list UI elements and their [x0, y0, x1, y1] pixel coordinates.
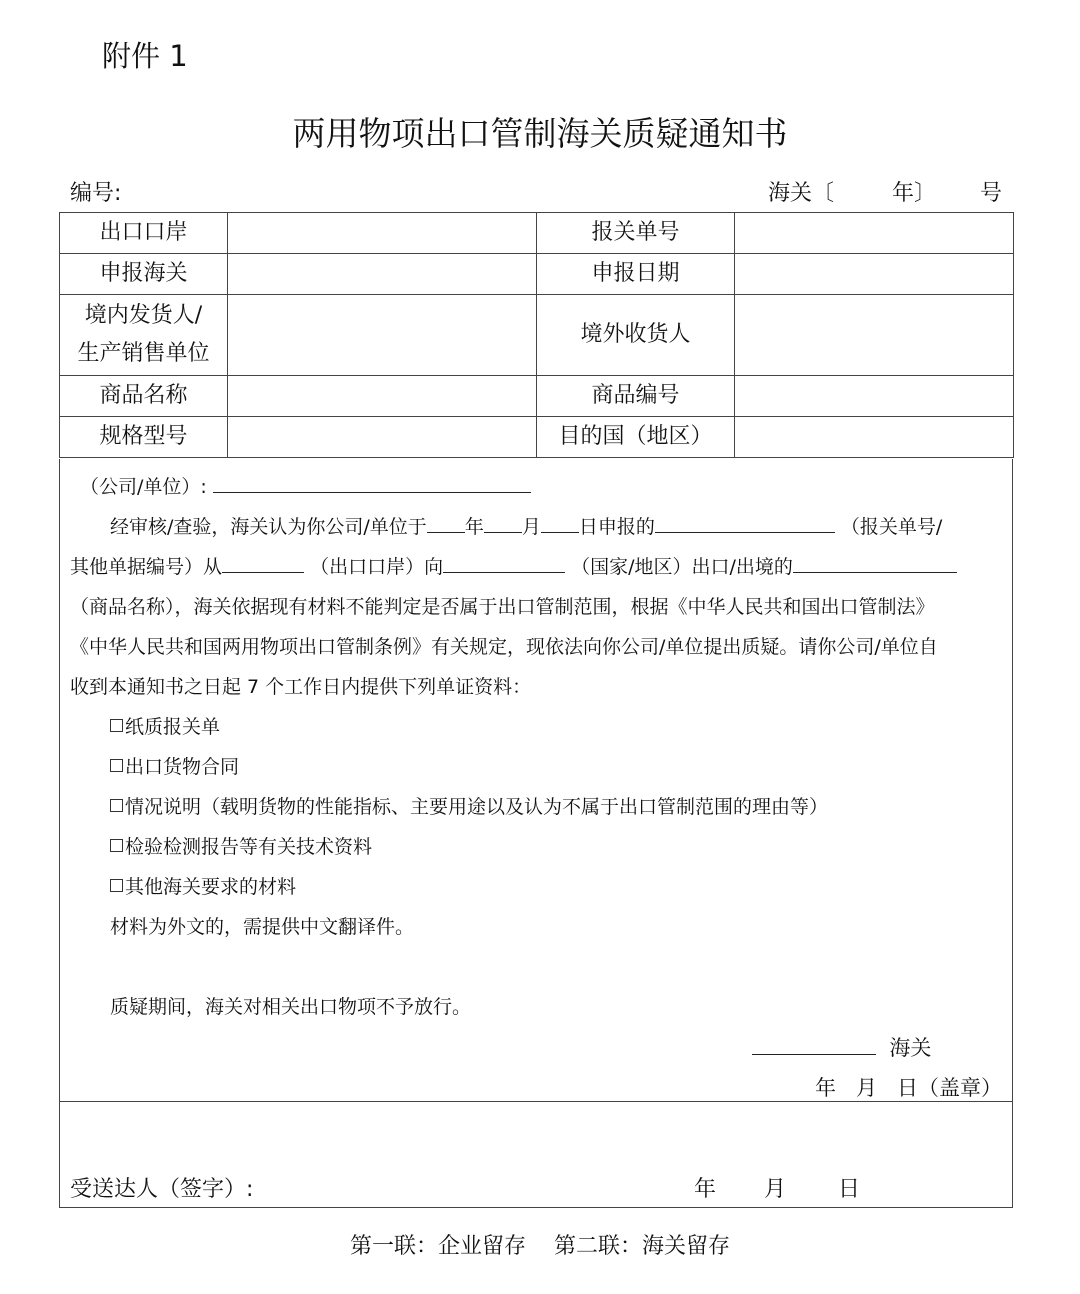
checklist-label: 检验检测报告等有关技术资料: [125, 836, 373, 858]
country-blank[interactable]: [443, 552, 565, 573]
model-spec-value[interactable]: [228, 417, 537, 458]
field-label: 规格型号: [60, 417, 228, 458]
table-row: [60, 376, 1014, 417]
receipt-month: 月: [764, 1177, 787, 1202]
checkbox-icon[interactable]: [110, 879, 123, 892]
foreign-consignee-value[interactable]: [735, 295, 1014, 376]
declaration-info-table: [59, 212, 1014, 458]
text-span: （国家/地区）出口/出境的: [571, 556, 793, 578]
receipt-day: 日: [838, 1177, 861, 1202]
document-title: 两用物项出口管制海关质疑通知书: [292, 114, 788, 153]
foreign-language-note: 材料为外文的，需提供中文翻译件。: [110, 916, 415, 938]
customs-signature-line: [752, 1032, 931, 1062]
text-span: 月: [521, 516, 541, 538]
text-span: 日申报的: [578, 516, 655, 538]
field-label: 境外收货人: [537, 295, 735, 376]
checkbox-icon[interactable]: [110, 759, 123, 772]
checklist-item[interactable]: [110, 832, 372, 859]
table-row: [60, 254, 1014, 295]
addressee-line: [80, 472, 531, 499]
serial-year: 年〕: [891, 181, 936, 206]
copies-note: 第一联：企业留存 第二联：海关留存: [350, 1234, 730, 1259]
recipient-signature-label: 受送达人（签字）:: [70, 1177, 254, 1202]
notice-paragraph-line-3: （商品名称），海关依据现有材料不能判定是否属于出口管制范围，根据《中华人民共和国出口管制法》: [70, 596, 935, 618]
notice-paragraph-line-4: 《中华人民共和国两用物项出口管制条例》有关规定，现依法向你公司/单位提出质疑。请你公司/单位自: [70, 636, 938, 658]
table-row: [60, 295, 1014, 376]
checklist-label: 出口货物合同: [125, 756, 240, 778]
port-blank[interactable]: [222, 552, 304, 573]
text-span: 经审核/查验，海关认为你公司/单位于: [110, 516, 427, 538]
customs-name-blank[interactable]: [752, 1034, 876, 1055]
serial-number-field: [768, 176, 1002, 207]
field-label: [60, 295, 228, 376]
declaration-date-value[interactable]: [735, 254, 1014, 295]
goods-name-value[interactable]: [228, 376, 537, 417]
company-blank[interactable]: [213, 472, 531, 493]
day-blank[interactable]: [541, 512, 579, 533]
checklist-label: 情况说明（载明货物的性能指标、主要用途以及认为不属于出口管制范围的理由等）: [125, 796, 829, 818]
text-span: 年: [464, 516, 484, 538]
text-span: （出口口岸）向: [310, 556, 444, 578]
checklist-label: 纸质报关单: [125, 716, 221, 738]
addressee-label: （公司/单位）:: [80, 476, 207, 498]
goods-code-value[interactable]: [735, 376, 1014, 417]
field-label: 出口口岸: [60, 213, 228, 254]
declaration-no-blank[interactable]: [655, 512, 835, 533]
checkbox-icon[interactable]: [110, 799, 123, 812]
hold-note: 质疑期间，海关对相关出口物项不予放行。: [110, 996, 472, 1018]
field-label: 商品编号: [537, 376, 735, 417]
checkbox-icon[interactable]: [110, 839, 123, 852]
checklist-item[interactable]: [110, 792, 828, 819]
label-line: 境内发货人/: [84, 303, 203, 328]
serial-no: 号: [979, 181, 1002, 206]
checklist-label: 其他海关要求的材料: [125, 876, 297, 898]
checklist-item[interactable]: [110, 872, 296, 899]
export-port-value[interactable]: [228, 213, 537, 254]
domestic-consignor-value[interactable]: [228, 295, 537, 376]
field-label: 申报海关: [60, 254, 228, 295]
notice-paragraph-line-1: [110, 512, 942, 539]
goods-blank[interactable]: [793, 552, 957, 573]
checklist-item[interactable]: [110, 712, 220, 739]
text-span: 其他单据编号）从: [70, 556, 223, 578]
attachment-label: 附件 1: [102, 39, 188, 73]
checkbox-icon[interactable]: [110, 719, 123, 732]
notice-paragraph-line-5: 收到本通知书之日起 7 个工作日内提供下列单证资料：: [70, 676, 532, 698]
field-label: 目的国（地区）: [537, 417, 735, 458]
field-label: 商品名称: [60, 376, 228, 417]
serial-customs: 海关〔: [767, 181, 834, 206]
field-label: 报关单号: [537, 213, 735, 254]
receipt-year: 年: [694, 1177, 717, 1202]
customs-suffix: 海关: [889, 1036, 932, 1060]
text-span: （报关单号/: [840, 516, 943, 538]
notice-paragraph-line-2: [70, 552, 957, 579]
field-label: 申报日期: [537, 254, 735, 295]
serial-label: 编号:: [70, 181, 122, 206]
table-row: [60, 417, 1014, 458]
label-line: 生产销售单位: [77, 341, 210, 366]
declaration-number-value[interactable]: [735, 213, 1014, 254]
month-blank[interactable]: [484, 512, 522, 533]
year-blank[interactable]: [427, 512, 465, 533]
date-seal: 年 月 日（盖章）: [815, 1076, 1003, 1100]
destination-country-value[interactable]: [735, 417, 1014, 458]
table-row: [60, 213, 1014, 254]
declaring-customs-value[interactable]: [228, 254, 537, 295]
checklist-item[interactable]: [110, 752, 239, 779]
